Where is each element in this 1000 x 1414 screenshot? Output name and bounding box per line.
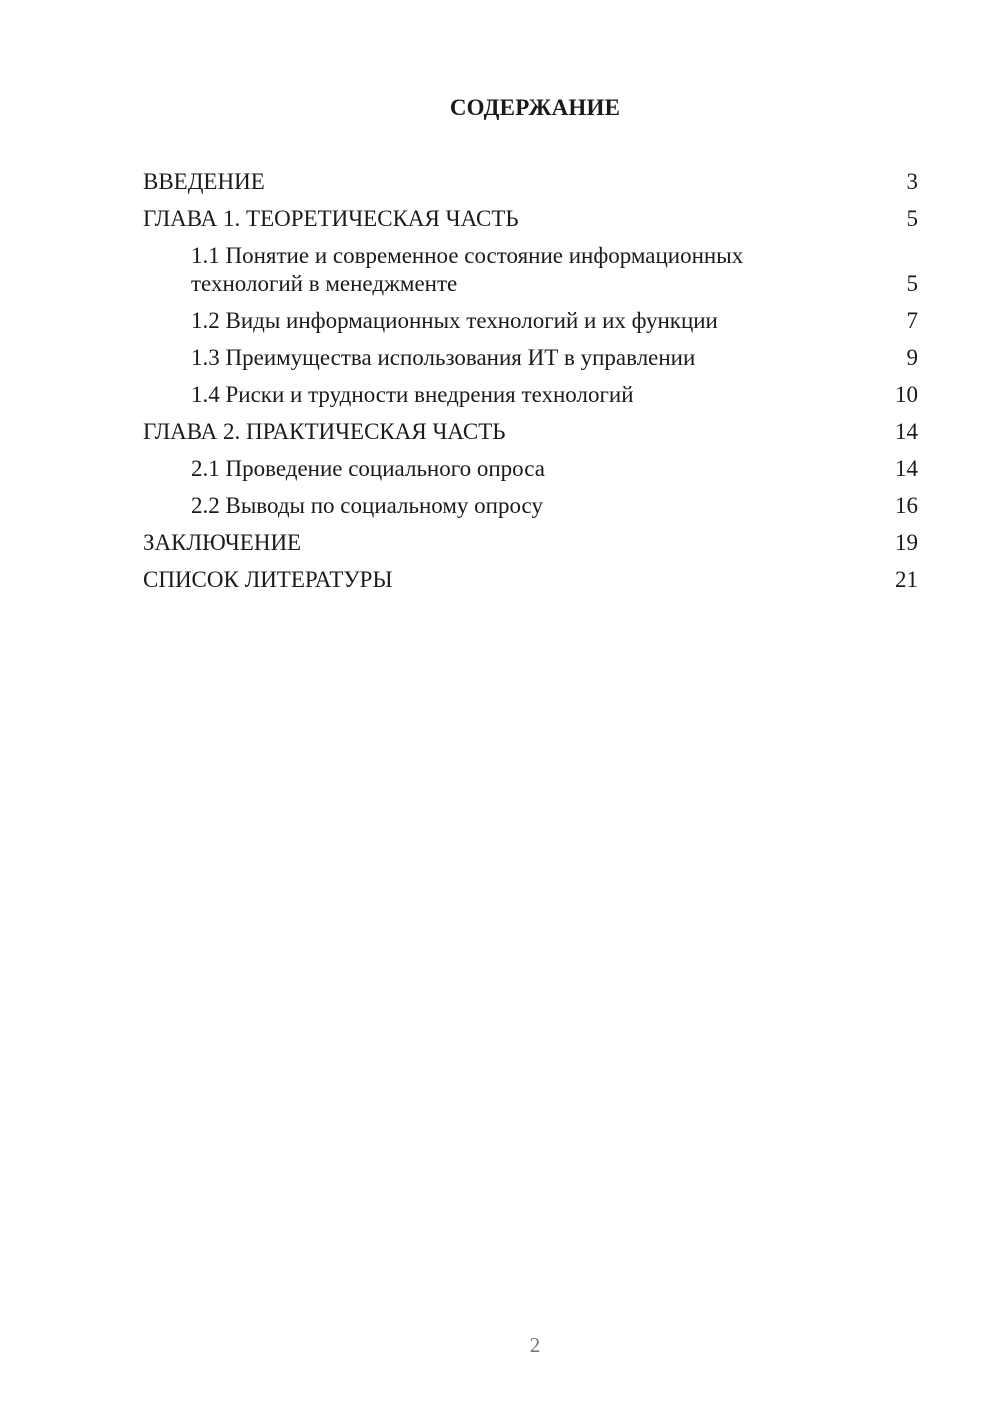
toc-entry-label: 1.1 Понятие и современное состояние информационных технологий в менеджменте (191, 243, 744, 296)
toc-entry-label: ГЛАВА 1. ТЕОРЕТИЧЕСКАЯ ЧАСТЬ (143, 206, 519, 231)
toc-entry-page-number: 3 (906, 169, 918, 194)
page-title: СОДЕРЖАНИЕ (449, 95, 621, 120)
toc-entry-label: ЗАКЛЮЧЕНИЕ (143, 530, 302, 555)
toc-entry-introduction[interactable] (143, 168, 918, 196)
toc-entry-page-number: 21 (895, 567, 918, 592)
toc-entry-bibliography[interactable] (143, 566, 918, 594)
toc-entry-label: 1.4 Риски и трудности внедрения технологий (191, 382, 634, 407)
toc-entry-page-number: 19 (895, 530, 918, 555)
page-number: 2 (529, 1333, 541, 1357)
toc-entry-section-1-2[interactable] (143, 307, 918, 335)
table-of-contents (143, 168, 918, 603)
toc-entry-section-2-2[interactable] (143, 492, 918, 520)
toc-entry-page-number: 16 (895, 493, 918, 518)
toc-entry-page-number: 7 (906, 308, 918, 333)
toc-entry-page-number: 9 (906, 345, 918, 370)
toc-entry-label: 1.2 Виды информационных технологий и их функции (191, 308, 718, 333)
toc-entry-section-1-4[interactable] (143, 381, 918, 409)
toc-entry-label: 2.1 Проведение социального опроса (191, 456, 545, 481)
toc-entry-label: ВВЕДЕНИЕ (143, 169, 265, 194)
toc-entry-label: ГЛАВА 2. ПРАКТИЧЕСКАЯ ЧАСТЬ (143, 419, 506, 444)
toc-entry-page-number: 5 (906, 271, 918, 296)
toc-entry-section-1-3[interactable] (143, 344, 918, 372)
toc-entry-label: СПИСОК ЛИТЕРАТУРЫ (143, 567, 393, 592)
toc-entry-page-number: 14 (895, 419, 918, 444)
toc-entry-label: 2.2 Выводы по социальному опросу (191, 493, 543, 518)
toc-entry-conclusion[interactable] (143, 529, 918, 557)
toc-entry-chapter-2[interactable] (143, 418, 918, 446)
toc-entry-page-number: 14 (895, 456, 918, 481)
toc-entry-chapter-1[interactable] (143, 205, 918, 233)
toc-entry-label: 1.3 Преимущества использования ИТ в управлении (191, 345, 696, 370)
toc-entry-page-number: 5 (906, 206, 918, 231)
toc-entry-section-1-1[interactable] (143, 242, 918, 298)
toc-entry-section-2-1[interactable] (143, 455, 918, 483)
toc-entry-page-number: 10 (895, 382, 918, 407)
